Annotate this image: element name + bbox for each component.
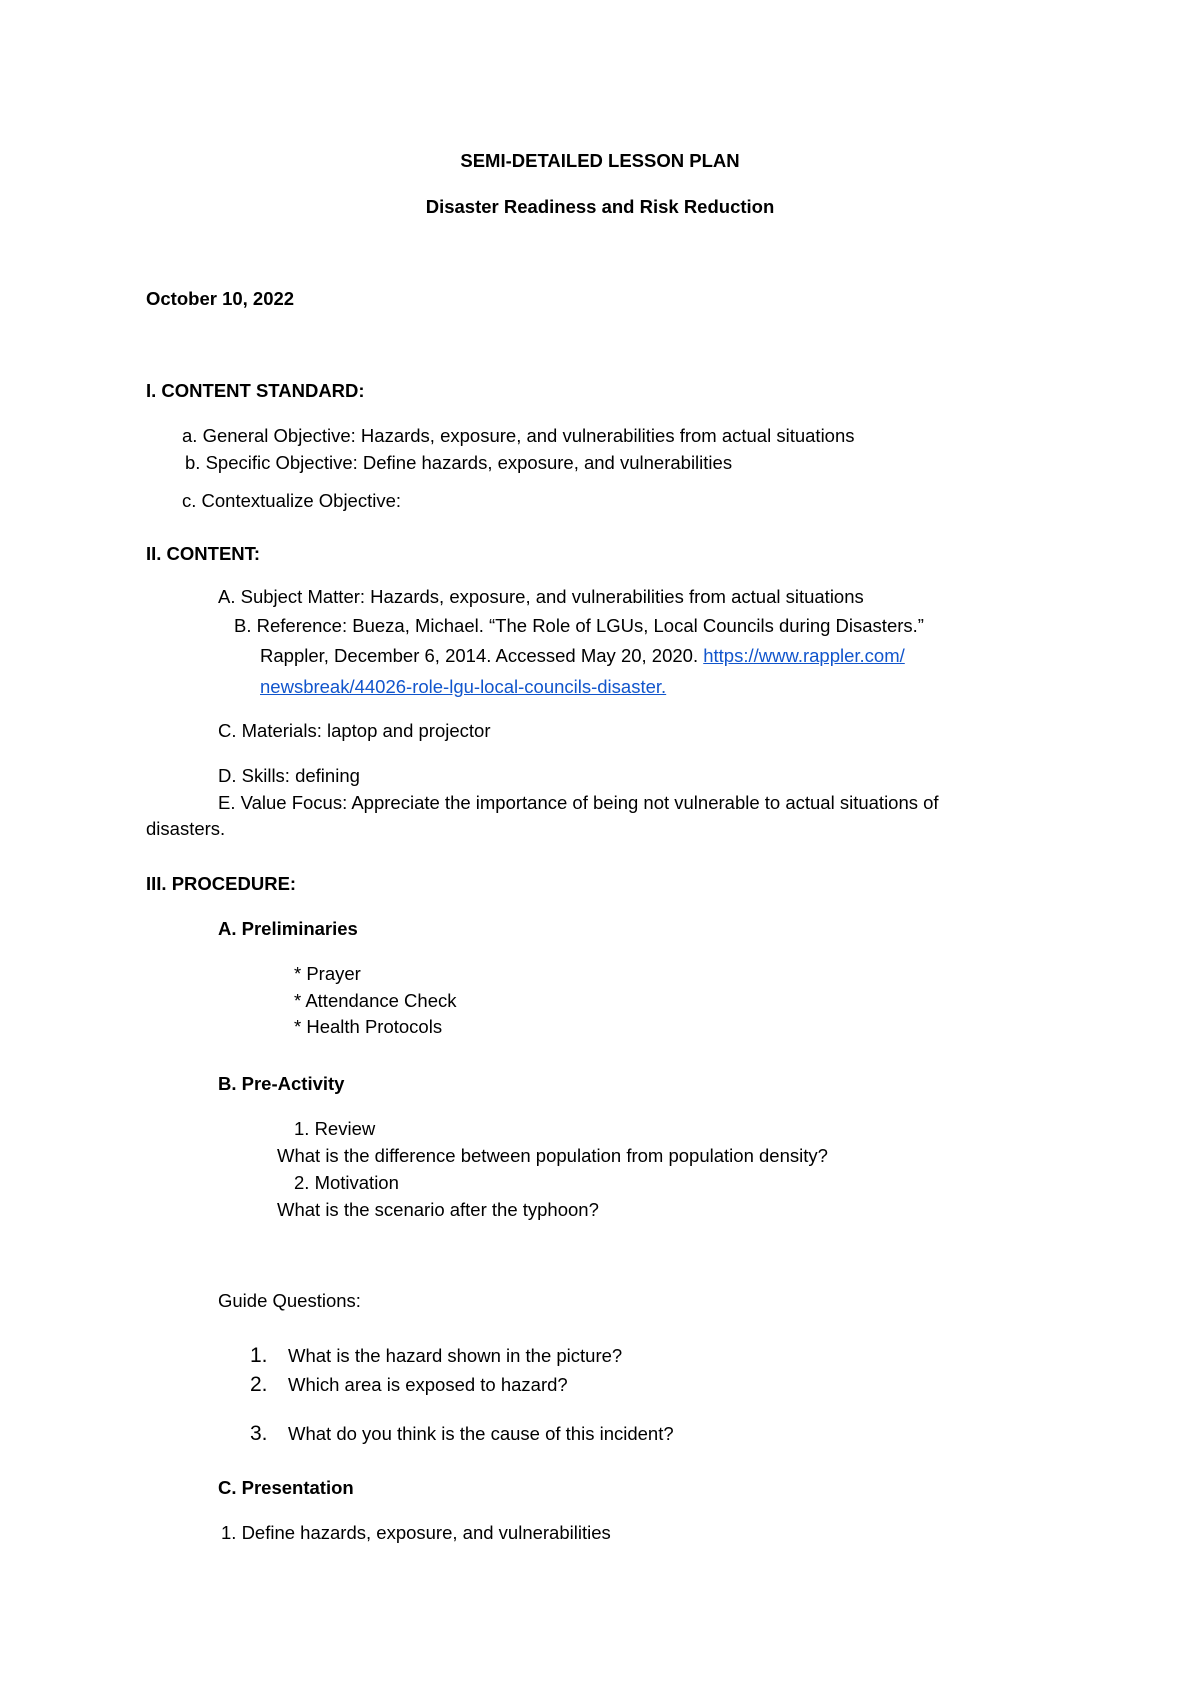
review-question: What is the difference between population from population density? [277,1145,828,1166]
subject-matter: A. Subject Matter: Hazards, exposure, and vulnerabilities from actual situations [218,586,864,607]
general-objective: a. General Objective: Hazards, exposure, and vulnerabilities from actual situations [182,425,855,446]
guide-question-text: What do you think is the cause of this incident? [288,1423,674,1444]
guide-question-number: 2. [250,1373,268,1396]
preliminary-item-attendance: * Attendance Check [294,990,457,1011]
presentation-item-1: 1. Define hazards, exposure, and vulnerabilities [221,1522,611,1543]
pre-activity-heading: B. Pre-Activity [218,1073,345,1094]
contextualize-objective: c. Contextualize Objective: [182,490,402,511]
preliminary-item-prayer: * Prayer [294,963,361,984]
reference-citation-text: Rappler, December 6, 2014. Accessed May 20, 2020. [260,645,699,666]
presentation-heading: C. Presentation [218,1477,354,1498]
document-title: SEMI-DETAILED LESSON PLAN [460,150,740,171]
preliminaries-heading: A. Preliminaries [218,918,358,939]
value-focus-line-1: E. Value Focus: Appreciate the importance of being not vulnerable to actual situations of [218,792,939,813]
guide-question-number: 1. [250,1344,268,1367]
guide-question-item [250,1343,622,1368]
guide-questions-heading: Guide Questions: [218,1290,361,1311]
guide-question-text: Which area is exposed to hazard? [288,1374,568,1395]
section-heading-procedure: III. PROCEDURE: [146,873,297,894]
review-label: 1. Review [294,1118,376,1139]
guide-question-item [250,1372,568,1397]
lesson-date: October 10, 2022 [146,288,295,309]
guide-question-text: What is the hazard shown in the picture? [288,1345,623,1366]
guide-question-item [250,1421,674,1446]
materials: C. Materials: laptop and projector [218,720,491,741]
section-heading-content-standard: I. CONTENT STANDARD: [146,380,365,401]
reference-link-continued[interactable]: newsbreak/44026-role-lgu-local-councils-disaster. [260,676,667,697]
reference-link[interactable]: https://www.rappler.com/ [703,645,905,666]
motivation-question: What is the scenario after the typhoon? [277,1199,599,1220]
skills: D. Skills: defining [218,765,360,786]
reference-line-2 [260,645,905,667]
motivation-label: 2. Motivation [294,1172,399,1193]
section-heading-content: II. CONTENT: [146,543,261,564]
preliminary-item-health: * Health Protocols [294,1016,443,1037]
specific-objective: b. Specific Objective: Define hazards, exposure, and vulnerabilities [185,452,733,473]
reference-line-1: B. Reference: Bueza, Michael. “The Role of LGUs, Local Councils during Disasters.” [234,615,924,636]
guide-question-number: 3. [250,1422,268,1445]
document-subtitle: Disaster Readiness and Risk Reduction [425,196,775,217]
value-focus-line-2: disasters. [146,818,226,839]
